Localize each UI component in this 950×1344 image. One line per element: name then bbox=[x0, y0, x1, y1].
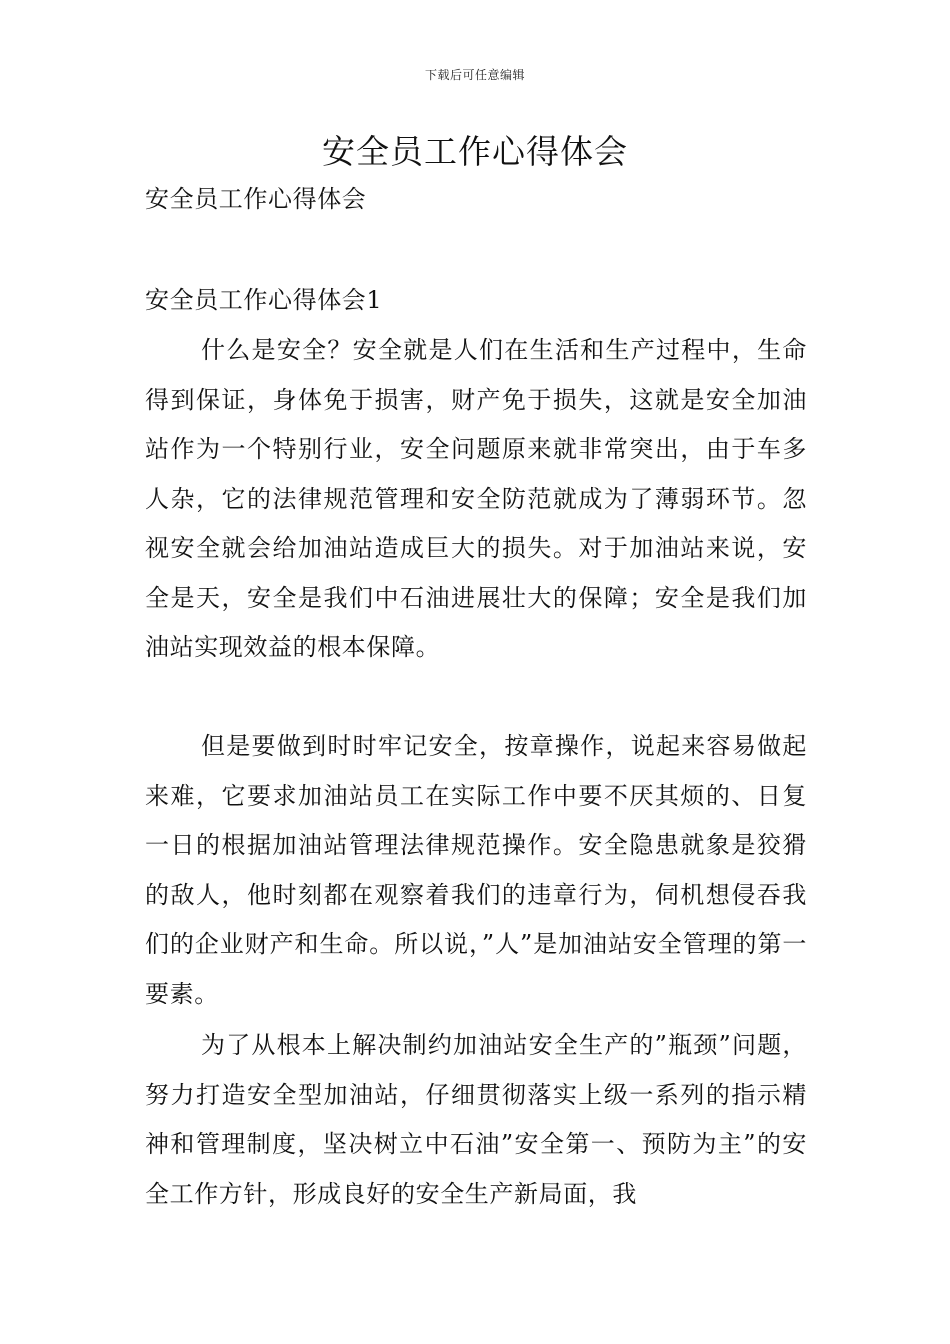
header-note: 下载后可任意编辑 bbox=[424, 68, 525, 82]
document-subtitle: 安全员工作心得体会 bbox=[145, 185, 367, 213]
section-heading: 安全员工作心得体会1 bbox=[145, 286, 383, 314]
body-paragraph: 为了从根本上解决制约加油站安全生产的”瓶颈”问题，努力打造安全型加油站，仔细贯彻落实上级一系列的指示精神和管理制度，坚决树立中石油”安全第一、预防为主”的安全工作方针，形成良好的安全生产新局面，我 bbox=[145, 1031, 807, 1208]
body-paragraph: 但是要做到时时牢记安全，按章操作，说起来容易做起来难，它要求加油站员工在实际工作中要不厌其烦的、日复一日的根据加油站管理法律规范操作。安全隐患就象是狡猾的敌人，他时刻都在观察着我们的违章行为，伺机想侵吞我们的企业财产和生命。所以说，”人”是加油站安全管理的第一要素。 bbox=[145, 732, 807, 1008]
document-title: 安全员工作心得体会 bbox=[322, 132, 628, 171]
body-paragraph: 什么是安全？安全就是人们在生活和生产过程中，生命得到保证，身体免于损害，财产免于损失，这就是安全加油站作为一个特别行业，安全问题原来就非常突出，由于车多人杂，它的法律规范管理和安全防范就成为了薄弱环节。忽视安全就会给加油站造成巨大的损失。对于加油站来说，安全是天，安全是我们中石油进展壮大的保障；安全是我们加油站实现效益的根本保障。 bbox=[145, 336, 807, 661]
